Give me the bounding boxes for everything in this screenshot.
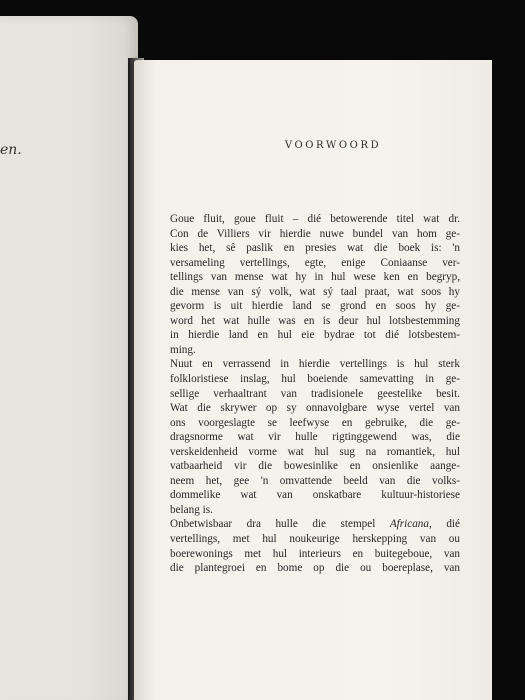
text-line: vatbaarheid vir die bowesinlike en onsienlike aange- [170,460,460,473]
left-page-text-fragment: en. [0,142,22,158]
text-line: die mense van sý volk, wat sý taal praat, wat soos hy [170,285,460,298]
text-line: gevorm is uit hierdie land se grond en soos hy ge- [170,300,460,313]
text-line: ming. [170,343,196,356]
text-line: neem het, gee 'n omvattende beeld van die volks- [170,474,460,487]
text-line: vertellings, met hul noukeurige herskepping van ou [170,533,460,546]
text-line: versameling vertellings, egte, enige Coniaanse ver- [170,256,460,269]
text-line: Con de Villiers vir hierdie nuwe bundel van hom ge- [170,227,460,240]
text-line: word het wat hulle was en is deur hul lotsbestemming [170,314,460,327]
text-line: boerewonings met hul interieurs en buitegeboue, van [170,547,460,560]
right-page [134,60,492,700]
text-line: dragsnorme wat vir hulle rigtinggewend was, die [170,431,460,444]
text-line: Onbetwisbaar dra hulle die stempel Africana, dié [170,518,460,531]
text-line: Wat die skrywer op sy onnavolgbare wyse vertel van [170,402,460,415]
body-paragraphs [170,212,460,576]
text-line: kies het, sê paslik en presies wat die boek is: 'n [170,242,460,255]
text-line: Goue fluit, goue fluit – dié betowerende titel wat dr. [170,213,460,225]
text-line: Nuut en verrassend in hierdie vertellings is hul sterk [170,358,460,371]
chapter-heading: VOORWOORD [284,140,382,151]
text-line: ons voorgeslagte se leefwyse en gebruike, die ge- [170,416,460,429]
text-line: tellings van mense wat hy in hul wese ken en begryp, [170,271,460,284]
text-line: sellige verhaaltrant van tradisionele geestelike besit. [170,387,460,400]
text-line: die plantegroei en bome op die ou boereplase, van [170,562,460,575]
text-line: verskeidenheid vorme wat hul sug na romantiek, hul [170,445,460,458]
text-line: in hierdie land en hul eie bydrae tot dié lotsbestem- [170,329,460,342]
left-page [0,16,138,700]
text-line: folkloristiese inslag, hul boeiende samevatting in ge- [170,373,460,386]
text-line: dommelike wat van onskatbare kultuur-historiese [170,489,460,502]
text-line: belang is. [170,503,213,516]
